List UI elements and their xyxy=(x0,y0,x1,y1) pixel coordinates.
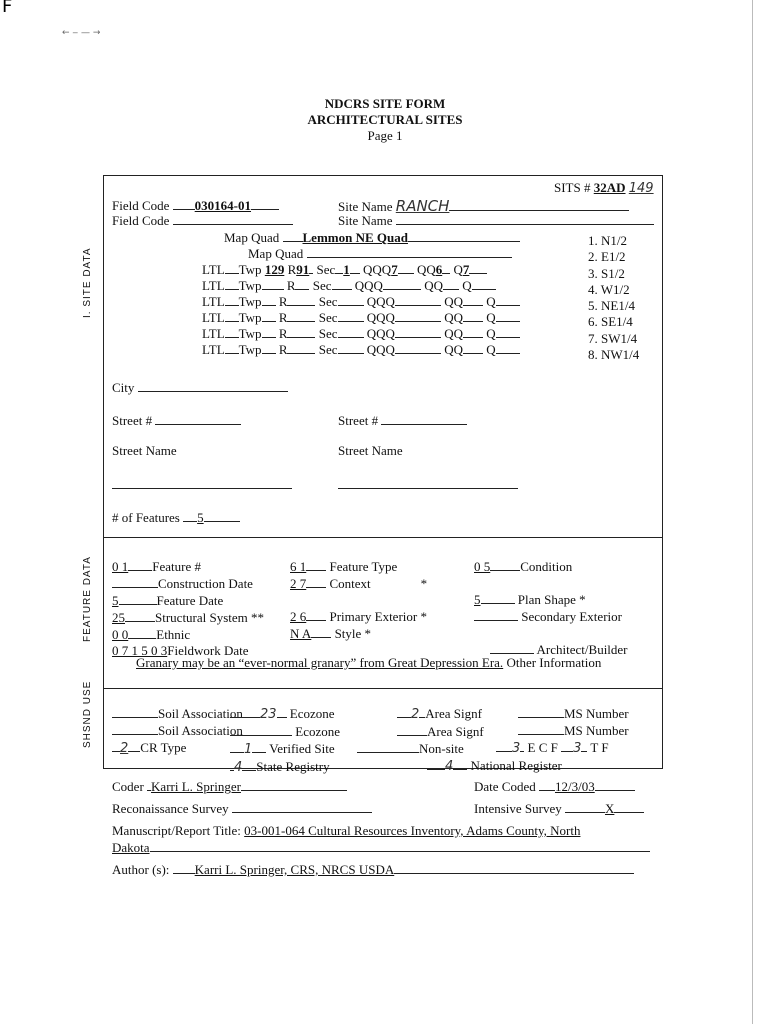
non-site-label: Non-site xyxy=(419,741,464,756)
verified-site-label: Verified Site xyxy=(269,741,335,756)
section-divider-feature xyxy=(103,537,662,538)
primary-exterior-label: Primary Exterior * xyxy=(329,609,427,624)
scan-scribble: ← ‒ — → xyxy=(62,28,101,38)
site-name-value-1: RANCH xyxy=(395,197,450,215)
form-subtitle: ARCHITECTURAL SITES xyxy=(307,112,463,127)
cr-type-value: 2 xyxy=(120,741,129,756)
site-name-label: Site Name xyxy=(338,199,393,214)
quarter-item: 5. NE1/4 xyxy=(588,298,635,314)
legal-row: LTL Twp R Sec QQQ QQ Q xyxy=(202,341,520,358)
map-quad-row-2 xyxy=(248,245,512,262)
site-name-row-2 xyxy=(338,212,654,229)
sits-label: SITS # xyxy=(554,180,591,195)
manuscript-row xyxy=(112,823,580,839)
fieldwork-date-label: Fieldwork Date xyxy=(167,643,249,658)
ecozone-label: Ecozone xyxy=(289,706,335,721)
intensive-survey-value: X xyxy=(604,801,615,816)
legal-row: LTL Twp 129 R91 Sec 1 QQQ7 QQ6 Q7 xyxy=(202,261,487,278)
section-label-site-data: I. SITE DATA xyxy=(82,247,93,318)
author-label: Author (s): xyxy=(112,862,170,877)
scan-edge-line xyxy=(752,0,753,1024)
features-count-value: 5 xyxy=(197,510,204,525)
quarter-item: 2. E1/2 xyxy=(588,249,626,265)
context-label: Context xyxy=(329,576,371,591)
feature-mid-column xyxy=(290,558,427,642)
field-code-label: Field Code xyxy=(112,213,170,228)
quarter-list xyxy=(588,233,639,363)
sits-value: 32AD xyxy=(593,180,626,195)
legal-row: LTL Twp R Sec QQQ QQ Q xyxy=(202,293,520,310)
area-signf-label: Area Signf xyxy=(425,706,482,721)
feature-left-column xyxy=(112,558,264,659)
structural-system-label: Structural System ** xyxy=(155,610,265,625)
section-label-feature-data: FEATURE DATA xyxy=(82,556,93,642)
condition-label: Condition xyxy=(520,559,573,574)
plan-shape-value: 5 xyxy=(474,592,481,607)
other-information-label: Other Information xyxy=(506,655,602,670)
soil-association-label: Soil Association xyxy=(158,706,243,721)
feature-right-column xyxy=(474,558,628,658)
other-information-row xyxy=(136,655,601,671)
manuscript-value-1: 03-001-064 Cultural Resources Inventory, Adams County, North xyxy=(244,823,581,838)
manuscript-row-2 xyxy=(112,839,650,856)
soil-association-label: Soil Association xyxy=(158,723,243,738)
quarter-item: 3. S1/2 xyxy=(588,265,625,281)
ethnic-label: Ethnic xyxy=(156,627,191,642)
street-name-line-1 xyxy=(112,488,292,489)
field-code-label: Field Code xyxy=(112,198,170,213)
coder-value: Karri L. Springer xyxy=(151,779,241,794)
quarter-item: 7. SW1/4 xyxy=(588,330,638,346)
map-quad-value-1: Lemmon NE Quad xyxy=(302,230,408,245)
author-value: Karri L. Springer, CRS, NRCS USDA xyxy=(194,862,395,877)
context-value: 2 7 xyxy=(290,576,307,591)
features-count-label: # of Features xyxy=(112,510,180,525)
architect-builder-label: Architect/Builder xyxy=(536,642,628,657)
feature-type-label: Feature Type xyxy=(329,559,398,574)
city-label: City xyxy=(112,380,135,395)
intensive-survey-row xyxy=(474,800,644,817)
form-title: NDCRS SITE FORM xyxy=(324,96,446,111)
ecozone-value: 23 xyxy=(260,707,277,722)
tf-label: T F xyxy=(590,740,609,755)
quarter-item: 6. SE1/4 xyxy=(588,314,633,330)
street-number-label: Street # xyxy=(112,413,153,428)
ecf-value: 3 xyxy=(512,741,521,756)
ms-number-label: MS Number xyxy=(564,706,629,721)
scan-corner-mark: F xyxy=(2,0,13,17)
author-row xyxy=(112,861,634,878)
section-label-shsnd-use: SHSND USE xyxy=(82,680,93,748)
field-code-row-2 xyxy=(112,212,293,229)
coder-row xyxy=(112,778,347,795)
legal-row: LTL Twp R Sec QQQ QQ Q xyxy=(202,325,520,342)
ethnic-value: 0 0 xyxy=(112,627,129,642)
shsnd-mid-column xyxy=(230,705,340,776)
date-coded-label: Date Coded xyxy=(474,779,536,794)
street-name-line-2 xyxy=(338,488,518,489)
style-value: N A xyxy=(290,626,312,641)
recon-survey-row xyxy=(112,800,372,817)
condition-value: 0 5 xyxy=(474,559,491,574)
street-name-label-1: Street Name xyxy=(112,443,177,458)
shsnd-right-column xyxy=(512,705,629,757)
street-name-label-2: Street Name xyxy=(338,443,403,458)
map-quad-label: Map Quad xyxy=(248,246,304,261)
fieldwork-date-value: 0 7 1 5 0 3 xyxy=(112,643,168,658)
feature-number-label: Feature # xyxy=(152,559,201,574)
field-code-value-1: 030164-01 xyxy=(194,198,252,213)
form-page: Page 1 xyxy=(367,128,403,143)
city-row xyxy=(112,379,288,396)
secondary-exterior-label: Secondary Exterior xyxy=(521,609,622,624)
sits-number xyxy=(554,180,654,196)
state-registry-label: State Registry xyxy=(256,759,330,774)
feature-type-value: 6 1 xyxy=(290,559,307,574)
legal-row: LTL Twp R Sec QQQ QQ Q xyxy=(202,309,520,326)
quarter-item: 1. N1/2 xyxy=(588,233,627,248)
plan-shape-label: Plan Shape * xyxy=(517,592,586,607)
feature-number-value: 0 1 xyxy=(112,559,129,574)
national-register-label: National Register xyxy=(470,758,562,773)
street-number-row-2 xyxy=(338,412,467,429)
map-quad-row-1 xyxy=(224,229,520,246)
context-asterisk: * xyxy=(420,576,428,591)
tf-value: 3 xyxy=(573,741,582,756)
map-quad-label: Map Quad xyxy=(224,230,280,245)
other-information-value: Granary may be an “ever-normal granary” from Great Depression Era. xyxy=(136,655,504,670)
legal-row: LTL Twp R Sec QQQ QQ Q xyxy=(202,277,496,294)
manuscript-value-2: Dakota xyxy=(112,840,150,855)
intensive-survey-label: Intensive Survey xyxy=(474,801,562,816)
shsnd-left-column xyxy=(112,705,243,757)
section-divider-shsnd xyxy=(103,688,662,689)
date-coded-value: 12/3/03 xyxy=(554,779,595,794)
quarter-item: 8. NW1/4 xyxy=(588,347,640,363)
national-register-value: 4 xyxy=(445,759,454,774)
site-name-label: Site Name xyxy=(338,213,393,228)
features-count-row xyxy=(112,509,240,526)
structural-system-value: 25 xyxy=(112,610,125,625)
recon-survey-label: Reconaissance Survey xyxy=(112,801,229,816)
cr-type-label: CR Type xyxy=(140,740,187,755)
sits-hand-value: 149 xyxy=(628,181,654,196)
feature-date-value: 5 xyxy=(112,593,119,608)
feature-date-label: Feature Date xyxy=(156,593,224,608)
ecf-label: E C F xyxy=(527,740,558,755)
manuscript-label: Manuscript/Report Title: xyxy=(112,823,241,838)
street-number-label: Street # xyxy=(338,413,379,428)
construction-date-label: Construction Date xyxy=(158,576,253,591)
state-registry-value: 4 xyxy=(234,760,243,775)
street-number-row-1 xyxy=(112,412,241,429)
area-signf-label: Area Signf xyxy=(427,724,484,739)
date-coded-row xyxy=(474,778,635,795)
primary-exterior-value: 2 6 xyxy=(290,609,307,624)
ecozone-label: Ecozone xyxy=(295,724,341,739)
style-label: Style * xyxy=(334,626,372,641)
ms-number-label: MS Number xyxy=(564,723,629,738)
area-signf-value: 2 xyxy=(411,707,420,722)
quarter-item: 4. W1/2 xyxy=(588,281,630,297)
verified-site-value: 1 xyxy=(244,742,253,757)
coder-label: Coder xyxy=(112,779,144,794)
